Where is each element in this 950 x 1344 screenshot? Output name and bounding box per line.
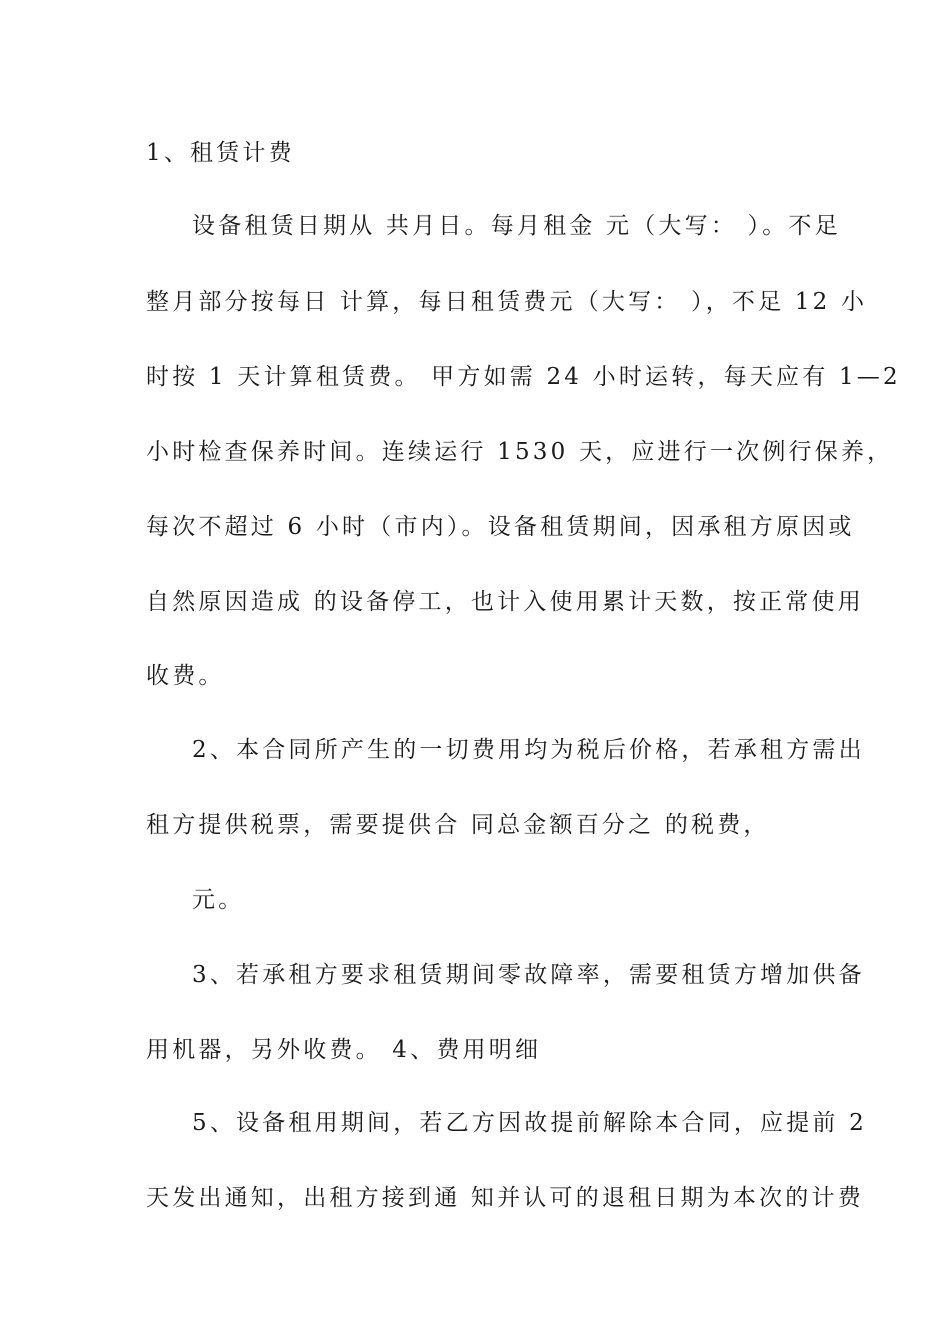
paragraph-line: 自然原因造成 的设备停工，也计入使用累计天数，按正常使用 bbox=[146, 589, 864, 615]
paragraph-line: 时按 1 天计算租赁费。 甲方如需 24 小时运转，每天应有 1—2 bbox=[146, 364, 901, 390]
paragraph-line: 元。 bbox=[192, 887, 245, 913]
paragraph-line: 3、若承租方要求租赁期间零故障率，需要租赁方增加供备 bbox=[192, 962, 865, 988]
paragraph-line: 天发出通知，出租方接到通 知并认可的退租日期为本次的计费 bbox=[146, 1185, 864, 1211]
paragraph-line: 设备租赁日期从 共月日。每月租金 元（大写： ）。不足 bbox=[192, 213, 841, 239]
paragraph-line: 整月部分按每日 计算，每日租赁费元（大写： ），不足 12 小 bbox=[146, 289, 868, 315]
paragraph-line: 小时检查保养时间。连续运行 1530 天，应进行一次例行保养， bbox=[146, 439, 894, 465]
paragraph-line: 租方提供税票，需要提供合 同总金额百分之 的税费， bbox=[146, 812, 770, 838]
paragraph-line: 每次不超过 6 小时（市内）。设备租赁期间，因承租方原因或 bbox=[146, 514, 855, 540]
section-heading-rental-billing: 1、租赁计费 bbox=[146, 140, 295, 166]
paragraph-line: 5、设备租用期间，若乙方因故提前解除本合同，应提前 2 bbox=[192, 1110, 867, 1136]
paragraph-line: 用机器，另外收费。 4、费用明细 bbox=[146, 1037, 542, 1063]
paragraph-line: 2、本合同所产生的一切费用均为税后价格，若承租方需出 bbox=[192, 737, 865, 763]
paragraph-line: 收费。 bbox=[146, 663, 225, 689]
